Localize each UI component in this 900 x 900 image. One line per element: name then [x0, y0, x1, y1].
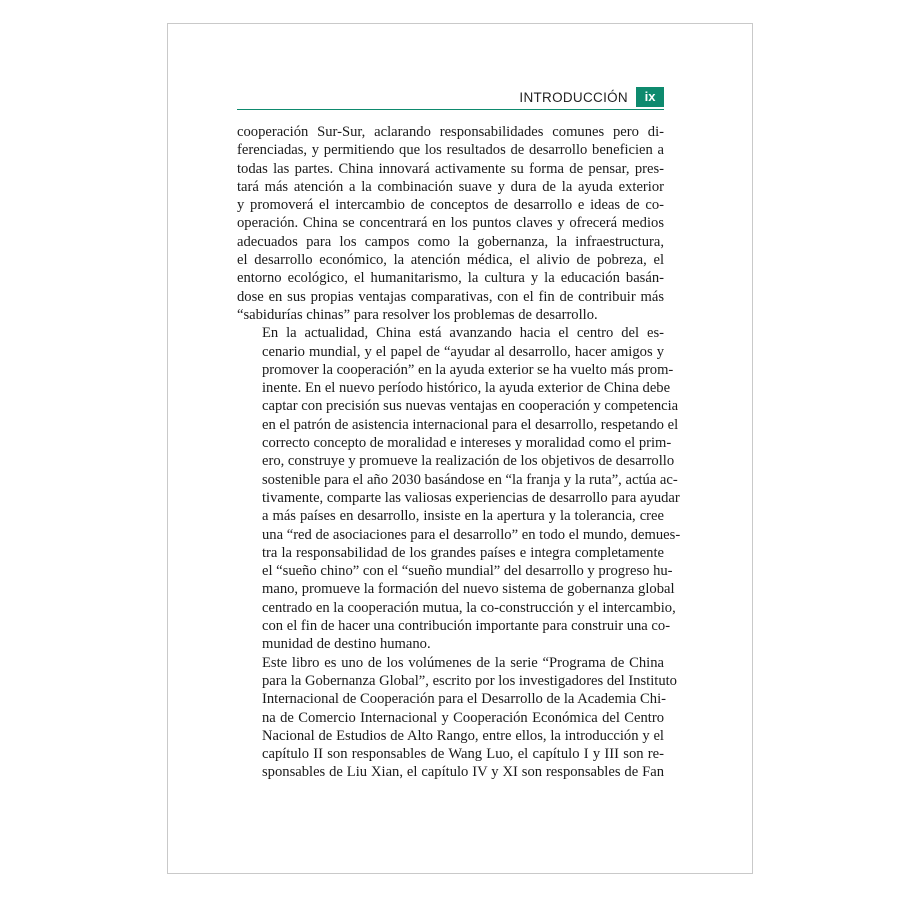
text-line: en el patrón de asistencia internacional para el desarrollo, respetando el: [262, 416, 679, 433]
text-line: tivamente, comparte las valiosas experiencias de desarrollo para ayudar: [262, 489, 680, 506]
text-line: dose en sus propias ventajas comparativas, con el fin de contribuir más: [237, 288, 664, 305]
text-line: correcto concepto de moralidad e intereses y moralidad como el prim-: [262, 435, 672, 452]
text-line: centrado en la cooperación mutua, la co-construcción y el intercambio,: [262, 599, 676, 616]
text-line: capítulo II son responsables de Wang Luo, el capítulo I y III son re-: [262, 746, 664, 763]
text-line: na de Comercio Internacional y Cooperación Económica del Centro: [262, 709, 664, 726]
text-line: sponsables de Liu Xian, el capítulo IV y XI son responsables de Fan: [262, 764, 664, 781]
text-line: adecuados para los campos como la gobernanza, la infraestructura,: [237, 233, 664, 250]
paragraph-2: [237, 324, 681, 653]
text-line: promover la cooperación” en la ayuda exterior se ha vuelto más prom-: [262, 361, 674, 378]
text-line: a más países en desarrollo, insiste en la apertura y la tolerancia, cree: [262, 508, 664, 525]
page-number-badge: ix: [636, 87, 664, 107]
text-line: “sabidurías chinas” para resolver los problemas de desarrollo.: [237, 306, 598, 323]
text-line: el desarrollo económico, la atención médica, el alivio de pobreza, el: [237, 252, 664, 269]
paragraph-1: [237, 123, 664, 324]
text-line: tará más atención a la combinación suave y dura de la ayuda exterior: [237, 178, 664, 195]
text-line: el “sueño chino” con el “sueño mundial” del desarrollo y progreso hu-: [262, 563, 673, 580]
text-line: todas las partes. China innovará activamente su forma de pensar, pres-: [237, 160, 664, 177]
running-head: [237, 86, 664, 110]
text-line: sostenible para el año 2030 basándose en “la franja y la ruta”, actúa ac-: [262, 471, 678, 488]
text-line: Nacional de Estudios de Alto Rango, entre ellos, la introducción y el: [262, 727, 664, 744]
text-line: para la Gobernanza Global”, escrito por los investigadores del Instituto: [262, 672, 677, 689]
text-line: Internacional de Cooperación para el Desarrollo de la Academia Chi-: [262, 691, 666, 708]
text-line: tra la responsabilidad de los grandes países e integra completamente: [262, 544, 664, 561]
text-line: Este libro es uno de los volúmenes de la serie “Programa de China: [262, 654, 664, 671]
text-line: ferenciadas, y permitiendo que los resultados de desarrollo beneficien a: [237, 142, 664, 159]
text-line: entorno ecológico, el humanitarismo, la cultura y la educación basán-: [237, 270, 664, 287]
text-line: En la actualidad, China está avanzando hacia el centro del es-: [262, 325, 664, 342]
text-line: inente. En el nuevo período histórico, la ayuda exterior de China debe: [262, 380, 671, 397]
body-text: [237, 123, 681, 782]
text-line: munidad de destino humano.: [262, 636, 431, 653]
chapter-title: INTRODUCCIÓN: [519, 90, 628, 105]
text-line: ero, construye y promueve la realización de los objetivos de desarrollo: [262, 453, 675, 470]
text-line: cenario mundial, y el papel de “ayudar al desarrollo, hacer amigos y: [262, 343, 664, 360]
text-line: una “red de asociaciones para el desarrollo” en todo el mundo, demues-: [262, 526, 681, 543]
text-line: operación. China se concentrará en los puntos claves y ofrecerá medios: [237, 215, 664, 232]
text-line: mano, promueve la formación del nuevo sistema de gobernanza global: [262, 581, 675, 598]
text-line: captar con precisión sus nuevas ventajas en cooperación y competencia: [262, 398, 679, 415]
text-line: cooperación Sur-Sur, aclarando responsabilidades comunes pero di-: [237, 124, 664, 140]
text-line: y promoverá el intercambio de conceptos de desarrollo e ideas de co-: [237, 197, 664, 214]
header-rule: [237, 109, 664, 110]
paragraph-3: [237, 654, 677, 782]
text-line: con el fin de hacer una contribución importante para construir una co-: [262, 618, 671, 635]
